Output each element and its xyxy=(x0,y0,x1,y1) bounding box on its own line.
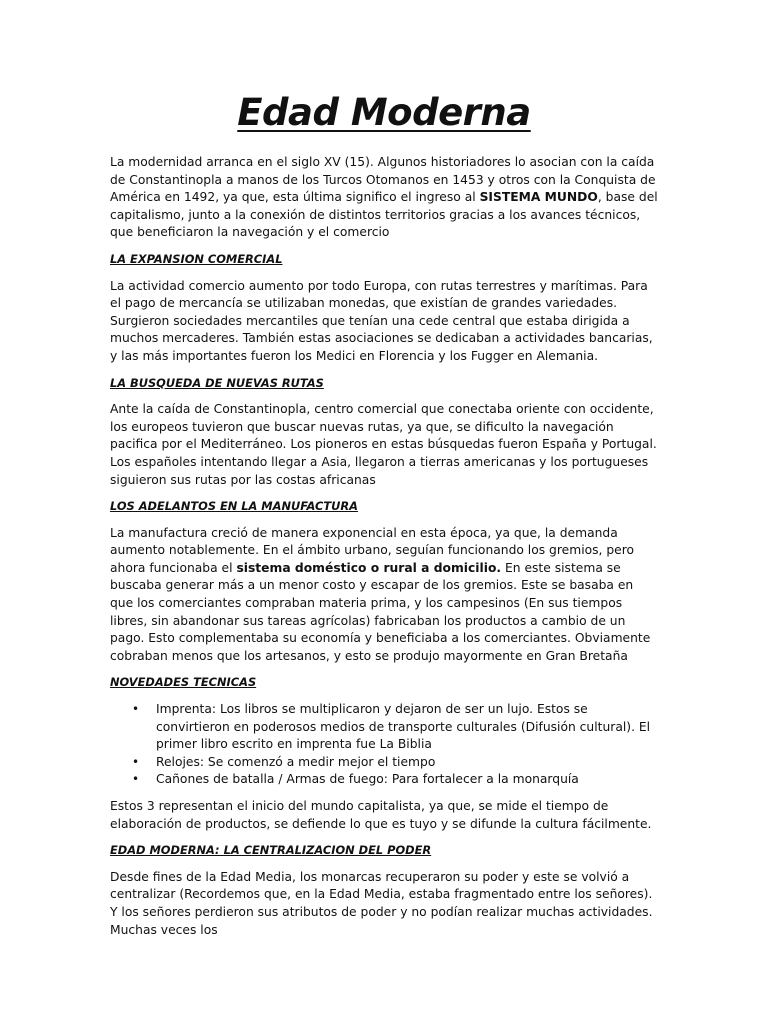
section-heading-manufactura: LOS ADELANTOS EN LA MANUFACTURA xyxy=(110,499,358,514)
bullet-icon: • xyxy=(132,772,140,787)
section-paragraph-novedades: Estos 3 representan el inicio del mundo capitalista, ya que, se mide el tiempo de elaboración de productos, se defiende lo que es tuyo y se difunde la cultura fácilmente. xyxy=(110,799,652,831)
intro-paragraph xyxy=(110,154,658,242)
manufactura-text-end: En este sistema se buscaba generar más a un menor costo y escapar de los gremios. Este se basaba en que los comerciantes compraban materia prima, y los campesinos (En sus tiempos libres, sin abandonar sus tareas agrícolas) fabricaban los productos a cambio de un pago. Esto complementaba su economía y beneficiaba a los comerciantes. Obviamente cobraban menos que los artesanos, y esto se produjo mayormente en Gran Bretaña xyxy=(110,560,651,663)
section-paragraph-expansion: La actividad comercio aumento por todo Europa, con rutas terrestres y marítimas. Para el pago de mercancía se utilizaban monedas, que existían de grandes variedades. Surgieron sociedades mercantiles que tenían una cede central que estaba dirigida a muchos mercaderes. También estas asociaciones se dedicaban a actividades bancarias, y las más importantes fueron los Medici en Florencia y los Fugger en Alemania. xyxy=(110,278,653,363)
document-title: Edad Moderna xyxy=(237,91,531,134)
intro-text-end: , base del capitalismo, junto a la conexión de distintos territorios gracias a los avances técnicos, que beneficiaron la navegación y el comercio xyxy=(110,190,658,240)
section-heading-centralizacion: EDAD MODERNA: LA CENTRALIZACION DEL PODER xyxy=(110,843,432,858)
section-heading-expansion: LA EXPANSION COMERCIAL xyxy=(110,251,283,266)
manufactura-text-start: La manufactura creció de manera exponencial en esta época, ya que, la demanda aumento notablemente. En el ámbito urbano, seguían funcionando los gremios, pero ahora funcionaba el xyxy=(110,525,635,575)
list-item-text: Imprenta: Los libros se multiplicaron y dejaron de ser un lujo. Estos se convirtieron en poderosos medios de transporte culturales (Difusión cultural). El primer libro escrito en imprenta fue La Biblia xyxy=(156,702,651,752)
intro-bold-term: SISTEMA MUNDO xyxy=(479,190,598,205)
section-paragraph-centralizacion: Desde fines de la Edad Media, los monarcas recuperaron su poder y este se volvió a centralizar (Recordemos que, en la Edad Media, estaba fragmentado entre los señores). Y los señores perdieron sus atributos de poder y no podían realizar muchas actividades. Muchas veces los xyxy=(110,869,653,937)
list-item-text: Relojes: Se comenzó a medir mejor el tiempo xyxy=(156,754,436,769)
bullet-icon: • xyxy=(132,702,140,717)
list-item xyxy=(132,771,658,789)
section-paragraph-rutas: Ante la caída de Constantinopla, centro comercial que conectaba oriente con occidente, los europeos tuvieron que buscar nuevas rutas, ya que, se dificulto la navegación pacifica por el Mediterráneo. Los pioneros en estas búsquedas fueron España y Portugal. Los españoles intentando llegar a Asia, llegaron a tierras americanas y los portugueses siguieron sus rutas por las costas africanas xyxy=(110,402,657,487)
section-heading-novedades: NOVEDADES TECNICAS xyxy=(110,675,257,690)
list-item xyxy=(132,701,658,754)
bullet-icon: • xyxy=(132,754,140,769)
section-paragraph-manufactura xyxy=(110,525,658,666)
list-item-text: Cañones de batalla / Armas de fuego: Para fortalecer a la monarquía xyxy=(156,772,579,787)
list-item xyxy=(132,754,658,772)
manufactura-bold-term: sistema doméstico o rural a domicilio. xyxy=(236,560,502,575)
document-page xyxy=(110,88,658,948)
section-heading-rutas: LA BUSQUEDA DE NUEVAS RUTAS xyxy=(110,375,324,390)
novedades-list xyxy=(110,701,658,789)
intro-text-start: La modernidad arranca en el siglo XV (15). Algunos historiadores lo asocian con la caída de Constantinopla a manos de los Turcos Otomanos en 1453 y otros con la Conquista de América en 1492, ya que, esta última significo el ingreso al xyxy=(110,155,656,205)
